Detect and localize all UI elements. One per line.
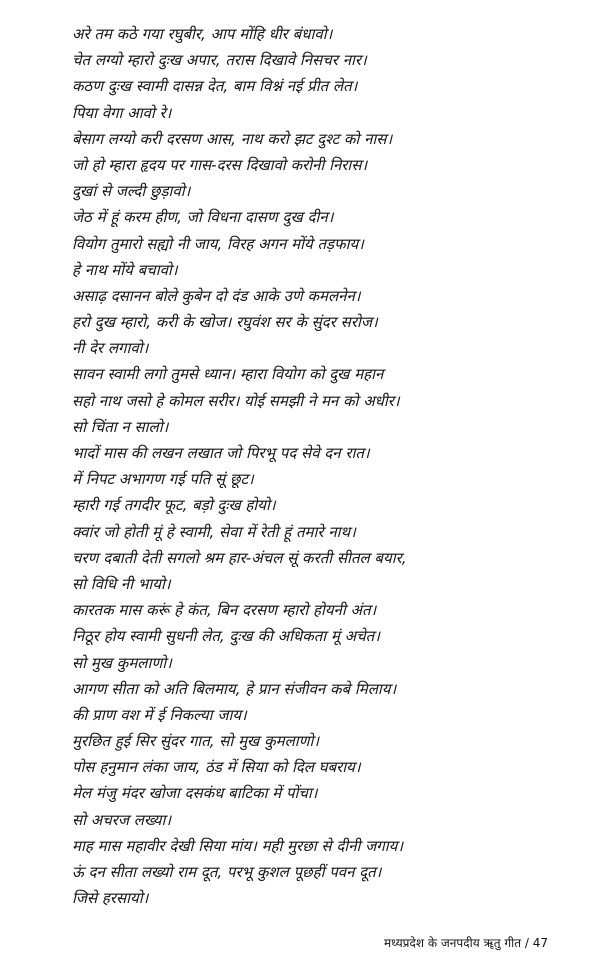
poem-line: हरो दुख म्हारो, करी के खोज। रघुवंश सर के सुंदर सरोज। xyxy=(72,313,378,332)
poem-line: सो विधि नी भायो। xyxy=(72,574,171,593)
poem-line: सावन स्वामी लगो तुमसे ध्यान। म्हारा वियोग को दुख महान xyxy=(72,365,384,384)
page-number: 47 xyxy=(532,936,549,950)
poem-text xyxy=(72,21,572,911)
poem-line: बेसाग लग्यो करी दरसण आस, नाथ करो झट दुश्ट को नास। xyxy=(72,129,393,148)
poem-line: ऊं दन सीता लख्यो राम दूत, परभू कुशल पूछहीं पवन दूत। xyxy=(72,863,382,881)
poem-line: आगण सीता को अति बिलमाय, हे प्रान संजीवन कबे मिलाय। xyxy=(72,679,397,698)
poem-line: सहो नाथ जसो हे कोमल सरीर। योई समझी ने मन को अधीर। xyxy=(72,391,400,410)
poem-line: कारतक मास करूं हे कंत, बिन दरसण म्हारो होयनी अंत। xyxy=(72,601,377,620)
poem-line: हे नाथ मोंये बचावो। xyxy=(72,260,178,279)
poem-line: जो हो म्हारा हृदय पर गास-दरस दिखावो करोनी निरास। xyxy=(72,155,368,174)
poem-line: भादों मास की लखन लखात जो पिरभू पद सेवे दन रात। xyxy=(72,444,370,462)
poem-line: मुरछित हुई सिर सुंदर गात, सो मुख कुमलाणो। xyxy=(72,732,320,751)
poem-line: जिसे हरसायो। xyxy=(72,889,149,908)
poem-line: चरण दबाती देती सगलो श्रम हार-अंचल सूं करती सीतल बयार, xyxy=(72,548,407,567)
poem-line: जेठ में हूं करम हीण, जो विधना दासण दुख दीन। xyxy=(72,208,334,227)
poem-line: मेल मंजु मंदर खोजा दसकंध बाटिका में पोंचा। xyxy=(72,784,318,803)
poem-line: सो चिंता न सालो। xyxy=(72,417,169,436)
poem-line: पिया वेगा आवो रे। xyxy=(72,103,172,122)
poem-line: की प्राण वश में ई निकल्या जाय। xyxy=(72,705,247,724)
book-title: मध्यप्रदेश के जनपदीय ॠतु गीत xyxy=(384,936,522,950)
poem-line: नी देर लगावो। xyxy=(72,339,149,358)
page-footer xyxy=(384,935,584,951)
poem-line: माह मास महावीर देखी सिया मांय। मही मुरछा से दीनी जगाय। xyxy=(72,836,404,855)
poem-line: दुखां से जल्दी छुड़ावो। xyxy=(72,182,191,201)
poem-line: चेत लग्यो म्हारो दुःख अपार, तरास दिखावे निसचर नार। xyxy=(72,51,367,70)
poem-line: क्वांर जो होती मूं हे स्वामी, सेवा में रेती हूं तमारे नाथ। xyxy=(72,522,356,541)
poem-line: सो अचरज लख्या। xyxy=(72,810,172,829)
poem-line: सो मुख कुमलाणो। xyxy=(72,653,172,672)
footer-separator: / xyxy=(524,936,529,950)
poem-line: वियोग तुमारो सह्यो नी जाय, विरह अगन मोंये तड़फाय। xyxy=(72,234,364,253)
poem-line: पोस हनुमान लंका जाय, ठंड में सिया को दिल घबराय। xyxy=(72,758,361,777)
poem-line: अरे तम कठे गया रघुबीर, आप मोंहि धीर बंधावो। xyxy=(72,25,333,43)
poem-line: म्हारी गई तगदीर फूट, बड़ो दुःख होयो। xyxy=(72,496,276,515)
poem-line: में निपट अभागण गई पति सूं छूट। xyxy=(72,470,254,489)
poem-line: कठण दुःख स्वामी दासन्न देत, बाम विश्नं नई प्रीत लेत। xyxy=(72,77,358,96)
poem-line: निठूर होय स्वामी सुधनी लेत, दुःख की अधिकता मूं अचेत। xyxy=(72,627,380,646)
poem-line: असाढ़ दसानन बोले कुबेन दो दंड आके उणे कमलनेन। xyxy=(72,286,361,305)
